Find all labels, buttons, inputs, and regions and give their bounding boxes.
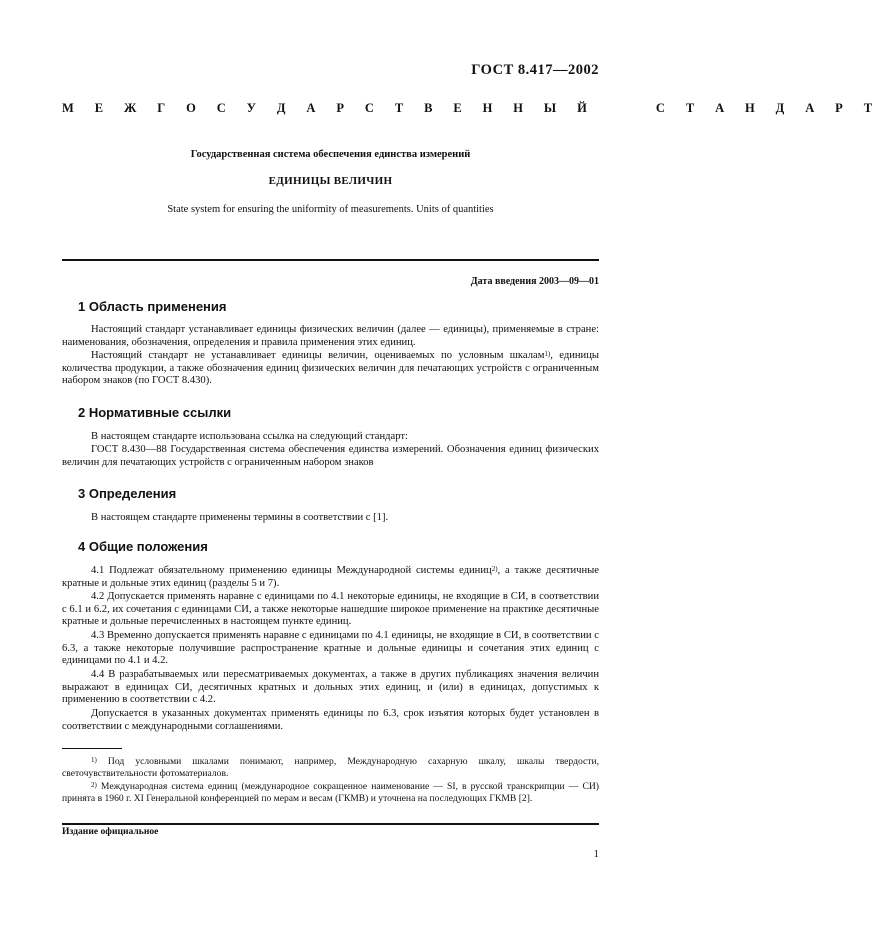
section-2-heading: 2 Нормативные ссылки (78, 405, 232, 420)
section-2-paragraph-2: ГОСТ 8.430—88 Государственная система обеспечения единства измерений. Обозначения единиц физических величин для печатающих устройств с ограниченным набором знаков (62, 444, 599, 468)
document-title: ЕДИНИЦЫ ВЕЛИЧИН (268, 175, 393, 187)
introduction-date: Дата введения 2003—09—01 (470, 276, 599, 287)
english-title: State system for ensuring the uniformity of measurements. Units of quantities (167, 204, 494, 215)
title-divider (62, 259, 599, 261)
section-1-heading: 1 Область применения (78, 299, 227, 314)
section-4-paragraph-2: 4.2 Допускается применять наравне с единицами по 4.1 некоторые единицы, не входящие в СИ, в соответствии с 6.1 и 6.2, их сочетания с единицами СИ, а также некоторые нашедшие широкое применение на практике десятичные кратные и дольные перечисленных в настоящем пункте единиц. (62, 591, 599, 628)
interstate-standard-label: М Е Ж Г О С У Д А Р С Т В Е Н Н Ы Й С Т А Н Д А Р Т (62, 101, 881, 115)
footnote-divider (62, 748, 122, 749)
section-3-heading: 3 Определения (78, 486, 177, 501)
paragraph-text: 4.1 Подлежат обязательному применению единицы Международной системы единиц (91, 565, 492, 576)
footnote-ref-2: 2) (491, 565, 498, 573)
footnote-mark: 2) (91, 781, 97, 789)
footnote-1 (62, 756, 599, 780)
section-3-paragraph-1: В настоящем стандарте применены термины в соответствии с [1]. (91, 512, 389, 523)
paragraph-text: Настоящий стандарт не устанавливает единицы величин, оцениваемых по условным шкалам (91, 350, 545, 361)
section-4-paragraph-4: 4.4 В разрабатываемых или пересматриваемых документах, а также в других публикациях значения величин выражают в единицах СИ, десятичных кратных и дольных этих единиц, и (или) в единицах, допустимых к применению в соответствии с 4.2. (62, 669, 599, 706)
footnote-ref-1: 1) (544, 350, 551, 358)
standard-code: ГОСТ 8.417—2002 (471, 62, 599, 78)
footnote-text: Под условными шкалами понимают, например, Международную сахарную шкалу, шкалы твердости, светочувствительности фотоматериалов. (62, 756, 599, 779)
official-edition-label: Издание официальное (62, 826, 159, 837)
paragraph-text: , а также десятичные кратные и дольные этих единиц (разделы 5 и 7). (62, 565, 599, 589)
system-title: Государственная система обеспечения единства измерений (190, 149, 471, 160)
footnote-mark: 1) (91, 756, 97, 764)
section-4-paragraph-3: 4.3 Временно допускается применять наравне с единицами по 4.1 единицы, не входящие в СИ, в соответствии с 6.3, а также некоторые получившие распространение кратные и дольные единицы и сочетания этих единиц с единицами по 4.1 и 4.2. (62, 630, 599, 667)
footnote-2 (62, 781, 599, 805)
section-4-paragraph-1 (62, 565, 599, 590)
section-1-paragraph-2 (62, 350, 599, 388)
footer-divider (62, 823, 599, 825)
section-4-heading: 4 Общие положения (78, 539, 208, 554)
section-1-paragraph-1: Настоящий стандарт устанавливает единицы физических величин (далее — единицы), применяемые в стране: наименования, обозначения, определения и правила применения этих единиц. (62, 324, 599, 348)
paragraph-text: , единицы количества продукции, а также обозначения единиц физических величин для печатающих устройств с ограниченным набором знаков (по ГОСТ 8.430). (62, 350, 600, 387)
page-number: 1 (593, 848, 599, 860)
footnote-text: Международная система единиц (международное сокращенное наименование — SI, в русской транскрипции — СИ) принята в 1960 г. XI Генеральной конференцией по мерам и весам (ГКМВ) и уточнена на последующих ГКМВ [2]. (62, 781, 599, 804)
section-2-paragraph-1: В настоящем стандарте использована ссылка на следующий стандарт: (91, 431, 408, 442)
section-4-paragraph-5: Допускается в указанных документах применять единицы по 6.3, срок изъятия которых будет установлен в соответствии с международными соглашениями. (62, 708, 599, 732)
